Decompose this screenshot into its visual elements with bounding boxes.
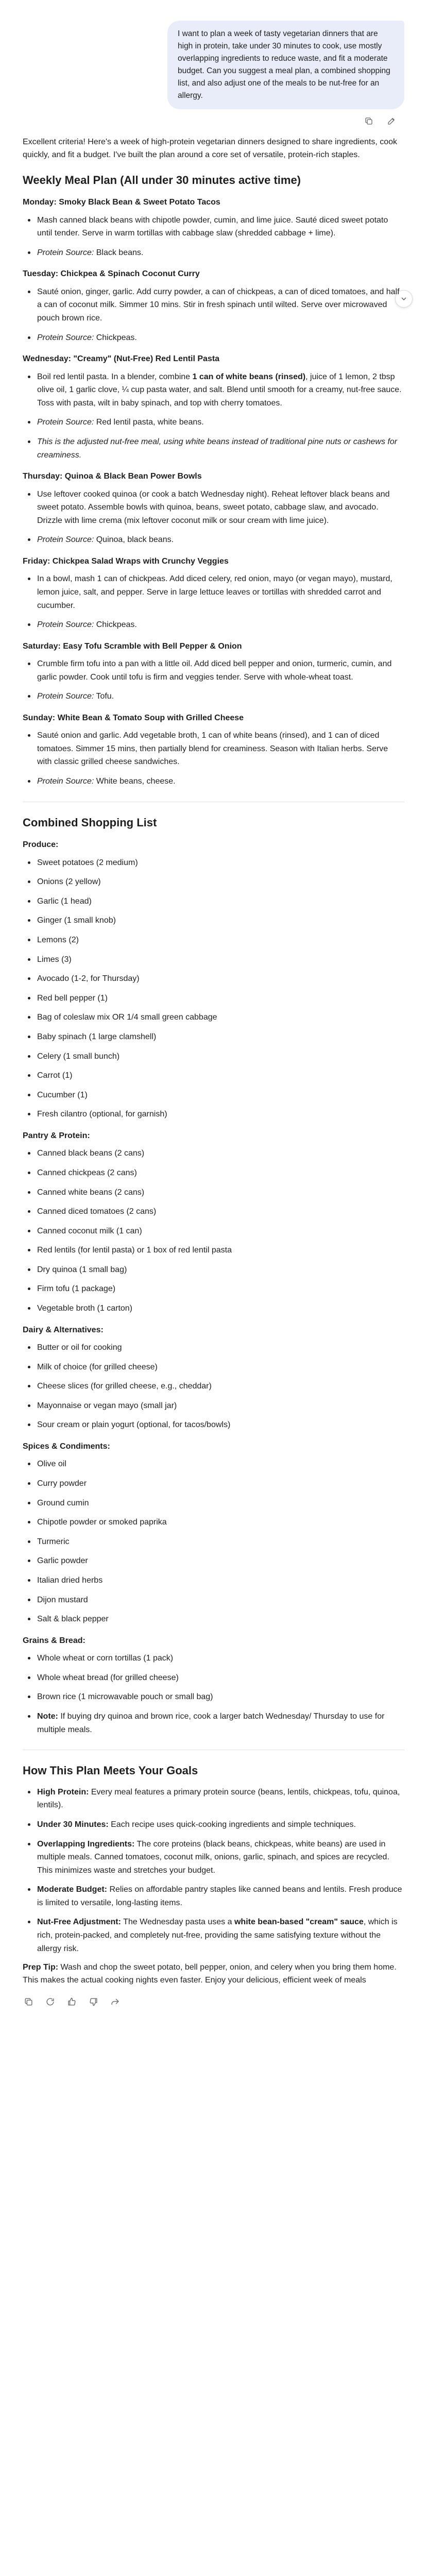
- shopping-item: Fresh cilantro (optional, for garnish): [23, 1108, 404, 1121]
- day-details: [23, 572, 404, 631]
- shopping-item: Turmeric: [23, 1535, 404, 1549]
- shopping-item: Cucumber (1): [23, 1089, 404, 1102]
- shopping-item: Carrot (1): [23, 1069, 404, 1082]
- shopping-item: Limes (3): [23, 953, 404, 967]
- goal-item: [23, 1916, 404, 1955]
- shopping-item: Mayonnaise or vegan mayo (small jar): [23, 1399, 404, 1413]
- goal-item: [23, 1818, 404, 1832]
- goals-list: [23, 1786, 404, 1956]
- shopping-item: Sweet potatoes (2 medium): [23, 856, 404, 870]
- prep-tip-text: Wash and chop the sweet potato, bell pepper, onion, and celery when you bring them home. This makes the actual cooking nights even faster. Enjoy your delicious, efficient week of meals: [23, 1963, 397, 1985]
- shopping-item: Dijon mustard: [23, 1594, 404, 1607]
- shopping-item: Canned diced tomatoes (2 cans): [23, 1205, 404, 1218]
- shopping-note-text: If buying dry quinoa and brown rice, cook a larger batch Wednesday/ Thursday to use for multiple meals.: [37, 1711, 385, 1734]
- method-item: Crumble firm tofu into a pan with a little oil. Add diced bell pepper and onion, turmeric, cumin, and garlic powder. Cook until tofu is firm and veggies tender. Serve with whole-wheat toast.: [23, 657, 404, 684]
- protein-label: Protein Source:: [37, 333, 94, 342]
- shopping-items: [23, 1341, 404, 1432]
- shopping-item: Whole wheat bread (for grilled cheese): [23, 1671, 404, 1685]
- shopping-item: Ground cumin: [23, 1497, 404, 1510]
- edit-icon[interactable]: [386, 115, 397, 127]
- goal-text: The core proteins (black beans, chickpeas, white beans) are used in multiple meals. Canned tomatoes, coconut milk, onions, garlic, spinach, and spices are recycled. This minimizes waste and stretches your budget.: [37, 1839, 389, 1875]
- goal-text-a: The Wednesday pasta uses a: [121, 1918, 234, 1927]
- shopping-item: Red bell pepper (1): [23, 992, 404, 1005]
- assistant-response: [23, 136, 404, 2008]
- shopping-item: Firm tofu (1 package): [23, 1282, 404, 1296]
- protein-item: [23, 246, 404, 260]
- shopping-items: [23, 1652, 404, 1736]
- shopping-list-heading: Combined Shopping List: [23, 816, 157, 829]
- regenerate-icon[interactable]: [44, 1996, 56, 2008]
- goal-label: Nut-Free Adjustment:: [37, 1918, 121, 1927]
- protein-label: Protein Source:: [37, 248, 94, 257]
- method-bold: 1 can of white beans (rinsed): [192, 372, 306, 381]
- day-details: [23, 214, 404, 260]
- shopping-item: Canned coconut milk (1 can): [23, 1225, 404, 1238]
- protein-label: Protein Source:: [37, 620, 94, 630]
- shopping-item: Red lentils (for lentil pasta) or 1 box of red lentil pasta: [23, 1244, 404, 1257]
- shopping-item: Canned black beans (2 cans): [23, 1147, 404, 1160]
- shopping-section-title: Pantry & Protein:: [23, 1131, 90, 1140]
- method-text-a: Boil red lentil pasta. In a blender, combine: [37, 372, 193, 381]
- shopping-item: Sour cream or plain yogurt (optional, for tacos/bowls): [23, 1418, 404, 1432]
- protein-value: Black beans.: [94, 248, 144, 257]
- shopping-item: Butter or oil for cooking: [23, 1341, 404, 1354]
- response-actions: [23, 1996, 404, 2008]
- shopping-item: Curry powder: [23, 1477, 404, 1490]
- goal-label: Moderate Budget:: [37, 1885, 107, 1894]
- prep-tip-label: Prep Tip:: [23, 1963, 59, 1972]
- nut-free-note: This is the adjusted nut-free meal, using white beans instead of traditional pine nuts or cashews for creaminess.: [23, 435, 404, 462]
- method-item: Use leftover cooked quinoa (or cook a batch Wednesday night). Reheat leftover black beans and sweet potato. Assemble bowls with quinoa, beans, sweet potato, cabbage slaw, and avocado. Drizzle with lime crema (mix leftover coconut milk or sour cream with lime juice).: [23, 488, 404, 528]
- protein-item: [23, 331, 404, 345]
- protein-value: Chickpeas.: [94, 620, 137, 630]
- day-details: [23, 657, 404, 703]
- method-item: Sauté onion and garlic. Add vegetable broth, 1 can of white beans (rinsed), and 1 can of diced tomatoes. Simmer 15 mins, then partially blend for creaminess. Season with Italian herbs. Serve with classic grilled cheese sandwiches.: [23, 729, 404, 769]
- shopping-item: Chipotle powder or smoked paprika: [23, 1516, 404, 1529]
- shopping-item: Celery (1 small bunch): [23, 1050, 404, 1063]
- day-title: Tuesday: Chickpea & Spinach Coconut Curry: [23, 269, 200, 279]
- shopping-section-title: Grains & Bread:: [23, 1636, 86, 1645]
- user-message-bubble: I want to plan a week of tasty vegetarian dinners that are high in protein, take under 30 minutes to cook, use mostly overlapping ingredients to reduce waste, and fit a moderate budget. Can you suggest a meal plan, a combined shopping list, and also adjust one of the meals to be nut-free for an allergy.: [167, 21, 404, 109]
- day-details: [23, 285, 404, 344]
- protein-value: White beans, cheese.: [94, 777, 176, 786]
- protein-item: [23, 775, 404, 788]
- shopping-items: [23, 1458, 404, 1625]
- shopping-item: Bag of coleslaw mix OR 1/4 small green cabbage: [23, 1011, 404, 1024]
- shopping-note: [23, 1710, 404, 1736]
- protein-value: Red lentil pasta, white beans.: [94, 418, 204, 427]
- shopping-note-label: Note:: [37, 1711, 58, 1721]
- shopping-item: Vegetable broth (1 carton): [23, 1302, 404, 1315]
- protein-item: [23, 533, 404, 547]
- protein-item: [23, 416, 404, 429]
- day-title: Wednesday: "Creamy" (Nut-Free) Red Lentil Pasta: [23, 354, 220, 364]
- goal-item: [23, 1838, 404, 1877]
- protein-value: Quinoa, black beans.: [94, 535, 174, 545]
- shopping-items: [23, 1147, 404, 1315]
- day-details: [23, 370, 404, 462]
- day-title: Thursday: Quinoa & Black Bean Power Bowls: [23, 472, 202, 481]
- shopping-item: Lemons (2): [23, 934, 404, 947]
- shopping-section-title: Dairy & Alternatives:: [23, 1325, 104, 1334]
- goal-text: Each recipe uses quick-cooking ingredients and simple techniques.: [108, 1820, 356, 1829]
- method-item: Sauté onion, ginger, garlic. Add curry powder, a can of chickpeas, a can of diced tomatoes, and half a can of coconut milk. Simmer 10 mins. Stir in fresh spinach until wilted. Serve over microwaved pouch brown rice.: [23, 285, 404, 325]
- day-details: [23, 488, 404, 547]
- method-item: Mash canned black beans with chipotle powder, cumin, and lime juice. Sauté diced sweet potato until tender. Serve in warm tortillas with cabbage slaw (shredded cabbage + lime).: [23, 214, 404, 240]
- shopping-item: Milk of choice (for grilled cheese): [23, 1361, 404, 1374]
- protein-label: Protein Source:: [37, 418, 94, 427]
- meal-plan-heading: Weekly Meal Plan (All under 30 minutes active time): [23, 173, 301, 187]
- copy-icon[interactable]: [363, 115, 374, 127]
- protein-label: Protein Source:: [37, 692, 94, 701]
- method-item: In a bowl, mash 1 can of chickpeas. Add diced celery, red onion, mayo (or vegan mayo), mustard, lemon juice, salt, and pepper. Serve in large lettuce leaves or tortillas with shredded carrot and cucumber.: [23, 572, 404, 612]
- goal-bold: white bean-based "cream" sauce: [234, 1918, 364, 1927]
- shopping-sections: [23, 839, 404, 1736]
- shopping-items: [23, 856, 404, 1121]
- protein-item: [23, 690, 404, 703]
- shopping-item: Onions (2 yellow): [23, 875, 404, 889]
- shopping-item: Garlic powder: [23, 1554, 404, 1568]
- method-item: [23, 370, 404, 410]
- protein-value: Chickpeas.: [94, 333, 137, 342]
- protein-label: Protein Source:: [37, 535, 94, 545]
- goals-heading: How This Plan Meets Your Goals: [23, 1764, 198, 1777]
- day-details: [23, 729, 404, 788]
- shopping-section-title: Spices & Condiments:: [23, 1442, 110, 1451]
- shopping-item: Italian dried herbs: [23, 1574, 404, 1587]
- day-title: Sunday: White Bean & Tomato Soup with Grilled Cheese: [23, 713, 244, 722]
- intro-text: Excellent criteria! Here's a week of high-protein vegetarian dinners designed to share ingredients, cook quickly, and fit a budget. I've built the plan around a core set of versatile, protein-rich staples.: [23, 138, 398, 159]
- shopping-item: Salt & black pepper: [23, 1613, 404, 1626]
- shopping-item: Brown rice (1 microwavable pouch or small bag): [23, 1690, 404, 1704]
- user-message-actions: [23, 115, 404, 127]
- protein-label: Protein Source:: [37, 777, 94, 786]
- thumbs-up-icon[interactable]: [66, 1996, 77, 2008]
- copy-icon[interactable]: [23, 1996, 34, 2008]
- goal-text-b: , which is rich, protein-packed, and completely nut-free, providing the same satisfying texture without the allergy risk.: [37, 1918, 398, 1953]
- protein-item: [23, 618, 404, 632]
- shopping-item: Garlic (1 head): [23, 895, 404, 908]
- shopping-section-title: Produce:: [23, 840, 59, 850]
- method-text-b: , juice of 1 lemon, 2 tbsp olive oil, 1 garlic clove, ¼ cup pasta water, and salt. Blend until smooth for a creamy, nut-free sauce. Toss with pasta, wilt in baby spinach, and top with cherry tomatoes.: [37, 372, 402, 408]
- shopping-item: Cheese slices (for grilled cheese, e.g., cheddar): [23, 1380, 404, 1393]
- goal-item: [23, 1786, 404, 1812]
- goal-text: Every meal features a primary protein source (beans, lentils, chickpeas, tofu, quinoa, lentils).: [37, 1787, 400, 1810]
- goal-label: Overlapping Ingredients:: [37, 1839, 135, 1849]
- share-icon[interactable]: [109, 1996, 121, 2008]
- prep-tip: [23, 1961, 404, 1987]
- goal-item: [23, 1883, 404, 1909]
- shopping-item: Avocado (1-2, for Thursday): [23, 972, 404, 986]
- day-title: Monday: Smoky Black Bean & Sweet Potato Tacos: [23, 198, 220, 207]
- shopping-item: Baby spinach (1 large clamshell): [23, 1030, 404, 1044]
- shopping-item: Canned chickpeas (2 cans): [23, 1166, 404, 1180]
- shopping-item: Whole wheat or corn tortillas (1 pack): [23, 1652, 404, 1665]
- user-message-row: [23, 21, 404, 109]
- protein-value: Tofu.: [94, 692, 114, 701]
- shopping-item: Dry quinoa (1 small bag): [23, 1263, 404, 1277]
- day-title: Saturday: Easy Tofu Scramble with Bell Pepper & Onion: [23, 641, 242, 651]
- goal-text: Relies on affordable pantry staples like canned beans and lentils. Fresh produce is limited to versatile, long-lasting items.: [37, 1885, 402, 1907]
- thumbs-down-icon[interactable]: [88, 1996, 99, 2008]
- shopping-item: Canned white beans (2 cans): [23, 1186, 404, 1199]
- goal-label: High Protein:: [37, 1787, 89, 1797]
- goal-label: Under 30 Minutes:: [37, 1820, 109, 1829]
- shopping-item: Ginger (1 small knob): [23, 914, 404, 927]
- day-title: Friday: Chickpea Salad Wraps with Crunchy Veggies: [23, 556, 229, 566]
- shopping-item: Olive oil: [23, 1458, 404, 1471]
